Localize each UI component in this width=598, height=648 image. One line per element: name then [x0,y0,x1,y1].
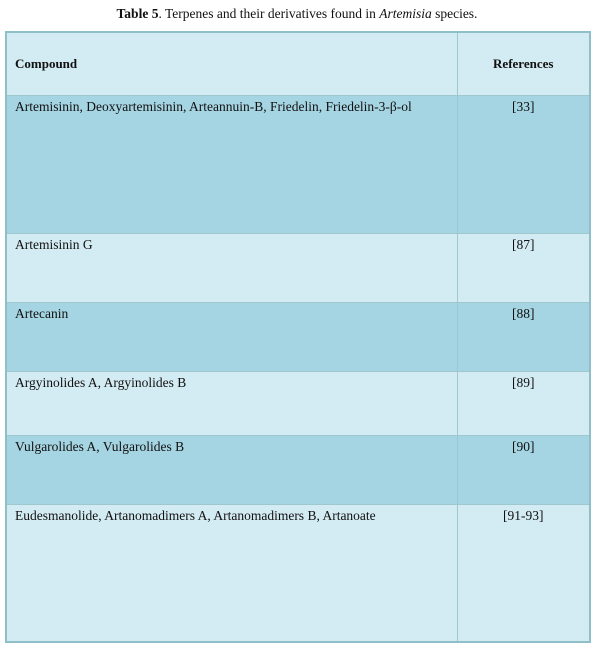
caption-text-after: species. [431,6,478,21]
reference-cell: [88] [457,303,590,372]
table-row [6,96,590,234]
table-row [6,303,590,372]
caption-genus: Artemisia [379,6,432,21]
terpenes-table [5,31,591,643]
table-row [6,436,590,505]
reference-cell: [91-93] [457,505,590,643]
table-label: Table 5 [116,6,159,21]
compound-cell: Artecanin [6,303,457,372]
compound-cell: Artemisinin, Deoxyartemisinin, Arteannuin-B, Friedelin, Friedelin-3-β-ol [6,96,457,234]
reference-cell: [87] [457,234,590,303]
reference-cell: [33] [457,96,590,234]
compound-cell: Argyinolides A, Argyinolides B [6,372,457,436]
header-references: References [457,32,590,96]
compound-cell: Eudesmanolide, Artanomadimers A, Artanomadimers B, Artanoate [6,505,457,643]
header-compound: Compound [6,32,457,96]
table-caption [0,5,594,22]
header-row [6,32,590,96]
table-row [6,234,590,303]
table-row [6,505,590,643]
table-row [6,372,590,436]
reference-cell: [90] [457,436,590,505]
compound-cell: Artemisinin G [6,234,457,303]
caption-text-before: . Terpenes and their derivatives found in [158,6,380,21]
reference-cell: [89] [457,372,590,436]
compound-cell: Vulgarolides A, Vulgarolides B [6,436,457,505]
